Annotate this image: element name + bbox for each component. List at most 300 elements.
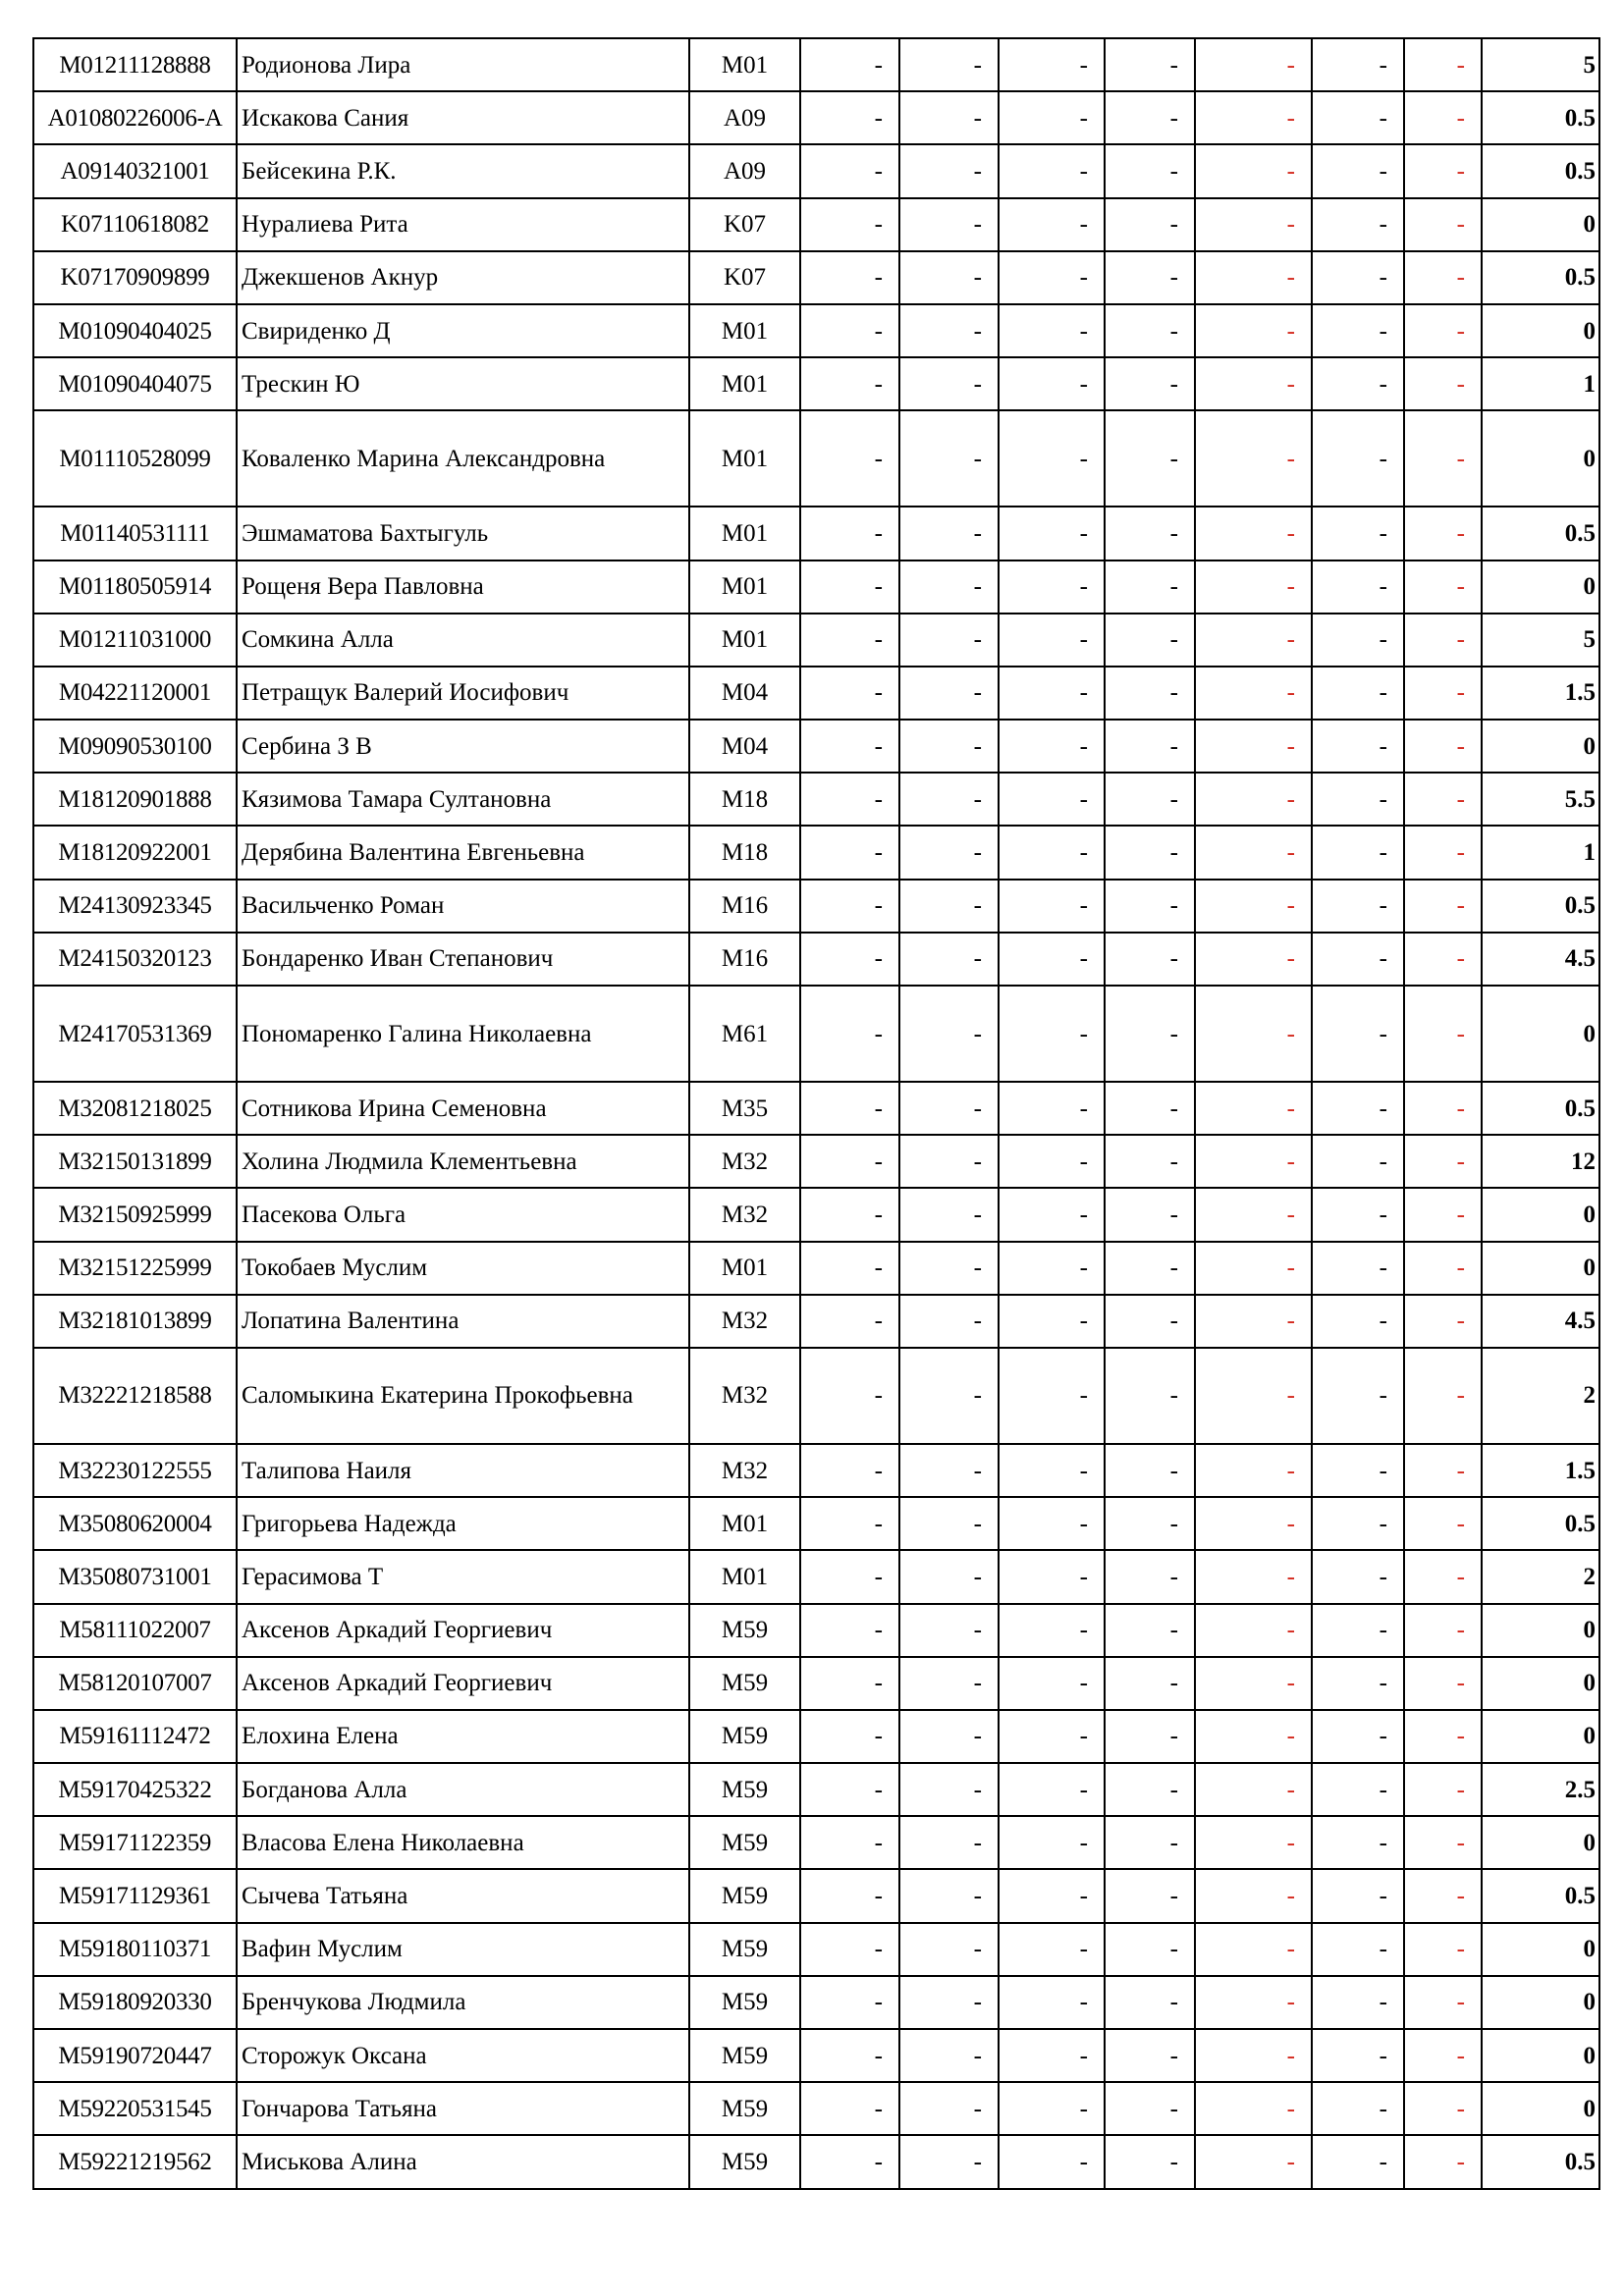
row-dash-cell: - [899,1604,999,1657]
row-dash-cell: - [899,1657,999,1710]
row-dash-cell: - [800,614,899,667]
row-value-cell: 0.5 [1482,2135,1599,2188]
row-dash-cell: - [1195,144,1312,197]
row-id-cell: M59221219562 [33,2135,237,2188]
row-dash-cell: - [999,773,1105,826]
row-name-cell: Свириденко Д [237,304,689,357]
row-dash-cell: - [899,1923,999,1976]
row-id-cell: M59171129361 [33,1869,237,1922]
row-dash-cell: - [1312,667,1404,720]
row-dash-cell: - [1404,1763,1482,1816]
row-dash-cell: - [1312,614,1404,667]
table-row [33,2082,1599,2135]
row-code-cell: A09 [689,91,800,144]
row-name-cell: Елохина Елена [237,1710,689,1763]
row-dash-cell: - [999,1869,1105,1922]
row-dash-cell: - [1312,144,1404,197]
row-dash-cell: - [1404,410,1482,507]
table-row [33,561,1599,614]
row-id-cell: M58120107007 [33,1657,237,1710]
row-dash-cell: - [1195,1188,1312,1241]
row-name-cell: Нуралиева Рита [237,198,689,251]
row-dash-cell: - [1404,667,1482,720]
row-dash-cell: - [1195,357,1312,410]
row-dash-cell: - [1195,38,1312,91]
row-dash-cell: - [800,986,899,1082]
row-dash-cell: - [1105,1763,1195,1816]
row-code-cell: M16 [689,880,800,933]
row-dash-cell: - [899,1976,999,2029]
row-value-cell: 5 [1482,614,1599,667]
row-dash-cell: - [1312,1710,1404,1763]
row-dash-cell: - [1195,410,1312,507]
row-dash-cell: - [1105,2135,1195,2188]
row-name-cell: Григорьева Надежда [237,1497,689,1550]
row-dash-cell: - [1195,2029,1312,2082]
table-row [33,2135,1599,2188]
row-dash-cell: - [999,1816,1105,1869]
row-dash-cell: - [999,38,1105,91]
row-name-cell: Пасекова Ольга [237,1188,689,1241]
table-row [33,251,1599,304]
row-dash-cell: - [1404,1135,1482,1188]
row-dash-cell: - [1105,667,1195,720]
row-id-cell: M32150131899 [33,1135,237,1188]
row-dash-cell: - [1195,1976,1312,2029]
row-dash-cell: - [800,773,899,826]
row-dash-cell: - [999,1976,1105,2029]
row-dash-cell: - [1105,1923,1195,1976]
table-row [33,1763,1599,1816]
row-name-cell: Сычева Татьяна [237,1869,689,1922]
row-dash-cell: - [1195,251,1312,304]
row-code-cell: M35 [689,1082,800,1135]
row-value-cell: 5.5 [1482,773,1599,826]
row-dash-cell: - [800,1869,899,1922]
row-code-cell: M01 [689,1242,800,1295]
row-dash-cell: - [800,2135,899,2188]
row-dash-cell: - [800,410,899,507]
table-row [33,773,1599,826]
row-dash-cell: - [800,667,899,720]
row-dash-cell: - [800,1657,899,1710]
row-name-cell: Сербина З В [237,720,689,773]
row-dash-cell: - [899,144,999,197]
row-code-cell: M59 [689,2135,800,2188]
row-dash-cell: - [1195,198,1312,251]
row-dash-cell: - [1312,198,1404,251]
row-dash-cell: - [1105,1295,1195,1348]
row-dash-cell: - [899,1188,999,1241]
row-dash-cell: - [999,2029,1105,2082]
row-dash-cell: - [999,357,1105,410]
row-dash-cell: - [1195,614,1312,667]
row-dash-cell: - [999,720,1105,773]
row-dash-cell: - [1312,91,1404,144]
row-id-cell: M32221218588 [33,1348,237,1444]
row-id-cell: M32150925999 [33,1188,237,1241]
row-dash-cell: - [1312,2135,1404,2188]
row-code-cell: M32 [689,1444,800,1497]
table-row [33,144,1599,197]
row-dash-cell: - [1195,2082,1312,2135]
row-name-cell: Сотникова Ирина Семеновна [237,1082,689,1135]
row-dash-cell: - [999,304,1105,357]
row-dash-cell: - [1105,198,1195,251]
table-row [33,1242,1599,1295]
row-dash-cell: - [899,1816,999,1869]
row-name-cell: Родионова Лира [237,38,689,91]
row-name-cell: Лопатина Валентина [237,1295,689,1348]
row-dash-cell: - [899,2029,999,2082]
row-dash-cell: - [1195,1135,1312,1188]
row-dash-cell: - [1404,1082,1482,1135]
row-dash-cell: - [1312,1497,1404,1550]
row-name-cell: Аксенов Аркадий Георгиевич [237,1604,689,1657]
row-dash-cell: - [1105,1497,1195,1550]
row-dash-cell: - [999,826,1105,879]
row-id-cell: M59180920330 [33,1976,237,2029]
row-id-cell: M59171122359 [33,1816,237,1869]
row-dash-cell: - [999,561,1105,614]
row-dash-cell: - [999,507,1105,560]
row-id-cell: M59220531545 [33,2082,237,2135]
row-id-cell: M59161112472 [33,1710,237,1763]
row-dash-cell: - [1195,1242,1312,1295]
row-dash-cell: - [1312,304,1404,357]
row-code-cell: M59 [689,1816,800,1869]
row-name-cell: Вафин Муслим [237,1923,689,1976]
row-value-cell: 0.5 [1482,1082,1599,1135]
row-code-cell: M59 [689,1604,800,1657]
row-name-cell: Бренчукова Людмила [237,1976,689,2029]
row-dash-cell: - [1105,410,1195,507]
row-id-cell: M18120901888 [33,773,237,826]
row-name-cell: Васильченко Роман [237,880,689,933]
table-row [33,1816,1599,1869]
row-dash-cell: - [999,144,1105,197]
row-dash-cell: - [999,2082,1105,2135]
row-dash-cell: - [1312,1550,1404,1603]
row-id-cell: K07170909899 [33,251,237,304]
row-id-cell: M04221120001 [33,667,237,720]
row-value-cell: 0.5 [1482,144,1599,197]
row-dash-cell: - [1105,773,1195,826]
table-row [33,1295,1599,1348]
row-dash-cell: - [1105,561,1195,614]
row-dash-cell: - [800,1188,899,1241]
row-value-cell: 0 [1482,2082,1599,2135]
row-dash-cell: - [1404,1816,1482,1869]
row-id-cell: M01211128888 [33,38,237,91]
row-id-cell: M09090530100 [33,720,237,773]
row-dash-cell: - [1312,1604,1404,1657]
table-row [33,1604,1599,1657]
row-dash-cell: - [1195,1763,1312,1816]
row-id-cell: M01090404075 [33,357,237,410]
row-code-cell: M18 [689,773,800,826]
row-value-cell: 0 [1482,1976,1599,2029]
row-dash-cell: - [999,1763,1105,1816]
row-name-cell: Бейсекина Р.К. [237,144,689,197]
row-dash-cell: - [1404,357,1482,410]
row-dash-cell: - [899,826,999,879]
row-dash-cell: - [1195,720,1312,773]
table-row [33,1444,1599,1497]
row-dash-cell: - [1312,1976,1404,2029]
row-name-cell: Кязимова Тамара Султановна [237,773,689,826]
row-dash-cell: - [899,720,999,773]
row-value-cell: 0 [1482,1604,1599,1657]
row-dash-cell: - [899,251,999,304]
row-code-cell: M59 [689,1976,800,2029]
row-id-cell: M24170531369 [33,986,237,1082]
table-row [33,1976,1599,2029]
row-code-cell: M59 [689,2082,800,2135]
row-dash-cell: - [1404,1444,1482,1497]
row-dash-cell: - [1312,1923,1404,1976]
row-dash-cell: - [999,1082,1105,1135]
row-id-cell: M59180110371 [33,1923,237,1976]
row-dash-cell: - [1312,410,1404,507]
row-id-cell: M59190720447 [33,2029,237,2082]
row-code-cell: M01 [689,614,800,667]
row-dash-cell: - [1312,773,1404,826]
table-row [33,1348,1599,1444]
table-body [33,38,1599,2189]
row-dash-cell: - [1404,2029,1482,2082]
row-value-cell: 1 [1482,826,1599,879]
row-dash-cell: - [999,251,1105,304]
row-dash-cell: - [1404,144,1482,197]
row-code-cell: M01 [689,507,800,560]
row-dash-cell: - [800,561,899,614]
row-dash-cell: - [800,251,899,304]
row-name-cell: Петращук Валерий Иосифович [237,667,689,720]
table-row [33,986,1599,1082]
row-code-cell: M01 [689,38,800,91]
row-value-cell: 0 [1482,198,1599,251]
row-id-cell: M32151225999 [33,1242,237,1295]
table-row [33,614,1599,667]
row-dash-cell: - [999,1604,1105,1657]
row-dash-cell: - [1195,1082,1312,1135]
row-dash-cell: - [1105,826,1195,879]
table-row [33,1923,1599,1976]
row-value-cell: 0 [1482,1242,1599,1295]
row-dash-cell: - [1105,2082,1195,2135]
row-dash-cell: - [1312,507,1404,560]
row-name-cell: Пономаренко Галина Николаевна [237,986,689,1082]
row-value-cell: 0 [1482,561,1599,614]
row-dash-cell: - [999,1657,1105,1710]
row-name-cell: Сомкина Алла [237,614,689,667]
row-dash-cell: - [1105,91,1195,144]
row-name-cell: Искакова Сания [237,91,689,144]
table-row [33,1710,1599,1763]
row-dash-cell: - [800,1444,899,1497]
row-dash-cell: - [800,1242,899,1295]
table-row [33,880,1599,933]
row-code-cell: M61 [689,986,800,1082]
row-dash-cell: - [1312,1295,1404,1348]
row-dash-cell: - [899,1497,999,1550]
row-dash-cell: - [999,1497,1105,1550]
row-dash-cell: - [899,614,999,667]
row-id-cell: M32181013899 [33,1295,237,1348]
row-dash-cell: - [899,1763,999,1816]
table-row [33,667,1599,720]
row-dash-cell: - [899,986,999,1082]
row-value-cell: 0 [1482,1923,1599,1976]
row-id-cell: M01180505914 [33,561,237,614]
row-id-cell: A01080226006-A [33,91,237,144]
row-dash-cell: - [800,1135,899,1188]
row-dash-cell: - [999,1242,1105,1295]
row-dash-cell: - [1195,826,1312,879]
row-dash-cell: - [899,1869,999,1922]
row-id-cell: M01090404025 [33,304,237,357]
row-dash-cell: - [1105,1710,1195,1763]
row-id-cell: M58111022007 [33,1604,237,1657]
row-dash-cell: - [999,667,1105,720]
row-dash-cell: - [1105,2029,1195,2082]
row-id-cell: M24130923345 [33,880,237,933]
row-dash-cell: - [1312,1082,1404,1135]
row-value-cell: 2.5 [1482,1763,1599,1816]
row-name-cell: Коваленко Марина Александровна [237,410,689,507]
row-dash-cell: - [800,720,899,773]
row-value-cell: 0 [1482,410,1599,507]
row-dash-cell: - [1404,1869,1482,1922]
row-dash-cell: - [1195,667,1312,720]
row-dash-cell: - [1312,986,1404,1082]
table-row [33,507,1599,560]
row-code-cell: M32 [689,1135,800,1188]
row-dash-cell: - [1404,1497,1482,1550]
row-dash-cell: - [800,1348,899,1444]
table-row [33,1135,1599,1188]
row-dash-cell: - [800,1295,899,1348]
row-dash-cell: - [899,880,999,933]
row-dash-cell: - [1404,38,1482,91]
row-dash-cell: - [999,410,1105,507]
row-dash-cell: - [1195,1497,1312,1550]
row-name-cell: Рощеня Вера Павловна [237,561,689,614]
row-dash-cell: - [1404,614,1482,667]
row-dash-cell: - [899,667,999,720]
row-id-cell: M35080620004 [33,1497,237,1550]
row-dash-cell: - [800,1497,899,1550]
row-dash-cell: - [1312,357,1404,410]
row-id-cell: M32230122555 [33,1444,237,1497]
row-dash-cell: - [899,410,999,507]
row-dash-cell: - [800,1604,899,1657]
row-id-cell: M01140531111 [33,507,237,560]
row-id-cell: M24150320123 [33,933,237,986]
row-dash-cell: - [1105,880,1195,933]
row-dash-cell: - [1195,986,1312,1082]
row-dash-cell: - [999,986,1105,1082]
row-name-cell: Гончарова Татьяна [237,2082,689,2135]
row-dash-cell: - [1312,1188,1404,1241]
row-dash-cell: - [899,507,999,560]
table-row [33,1550,1599,1603]
row-name-cell: Миськова Алина [237,2135,689,2188]
row-dash-cell: - [1195,1657,1312,1710]
row-dash-cell: - [800,304,899,357]
row-dash-cell: - [899,2135,999,2188]
row-dash-cell: - [999,2135,1105,2188]
row-code-cell: M32 [689,1295,800,1348]
row-dash-cell: - [999,933,1105,986]
row-name-cell: Саломыкина Екатерина Прокофьевна [237,1348,689,1444]
row-id-cell: A09140321001 [33,144,237,197]
row-id-cell: M35080731001 [33,1550,237,1603]
row-dash-cell: - [1404,1295,1482,1348]
row-id-cell: M18120922001 [33,826,237,879]
row-code-cell: M59 [689,1710,800,1763]
row-code-cell: M18 [689,826,800,879]
table-row [33,1497,1599,1550]
row-code-cell: M32 [689,1188,800,1241]
row-dash-cell: - [1404,251,1482,304]
row-name-cell: Богданова Алла [237,1763,689,1816]
table-row [33,38,1599,91]
row-dash-cell: - [1105,1657,1195,1710]
row-dash-cell: - [1195,1604,1312,1657]
row-dash-cell: - [1105,304,1195,357]
row-value-cell: 12 [1482,1135,1599,1188]
table-row [33,304,1599,357]
row-value-cell: 4.5 [1482,933,1599,986]
row-dash-cell: - [1105,1135,1195,1188]
table-row [33,2029,1599,2082]
table-row [33,1657,1599,1710]
row-dash-cell: - [1312,826,1404,879]
row-dash-cell: - [1195,1710,1312,1763]
table-row [33,91,1599,144]
row-value-cell: 0 [1482,1188,1599,1241]
row-dash-cell: - [1195,880,1312,933]
row-dash-cell: - [1195,1550,1312,1603]
row-value-cell: 1.5 [1482,667,1599,720]
row-dash-cell: - [800,357,899,410]
row-code-cell: A09 [689,144,800,197]
row-dash-cell: - [1195,1923,1312,1976]
row-dash-cell: - [1404,1188,1482,1241]
row-dash-cell: - [899,357,999,410]
row-dash-cell: - [899,1550,999,1603]
row-dash-cell: - [800,1763,899,1816]
row-value-cell: 1 [1482,357,1599,410]
row-dash-cell: - [1312,561,1404,614]
row-dash-cell: - [800,1976,899,2029]
row-dash-cell: - [1404,1923,1482,1976]
row-dash-cell: - [1105,1444,1195,1497]
row-dash-cell: - [1105,720,1195,773]
row-dash-cell: - [1312,1763,1404,1816]
row-dash-cell: - [899,1242,999,1295]
row-name-cell: Трескин Ю [237,357,689,410]
row-value-cell: 0 [1482,1657,1599,1710]
row-code-cell: M01 [689,357,800,410]
row-value-cell: 0 [1482,1816,1599,1869]
row-value-cell: 0 [1482,986,1599,1082]
row-dash-cell: - [899,1082,999,1135]
row-name-cell: Холина Людмила Клементьевна [237,1135,689,1188]
row-value-cell: 4.5 [1482,1295,1599,1348]
